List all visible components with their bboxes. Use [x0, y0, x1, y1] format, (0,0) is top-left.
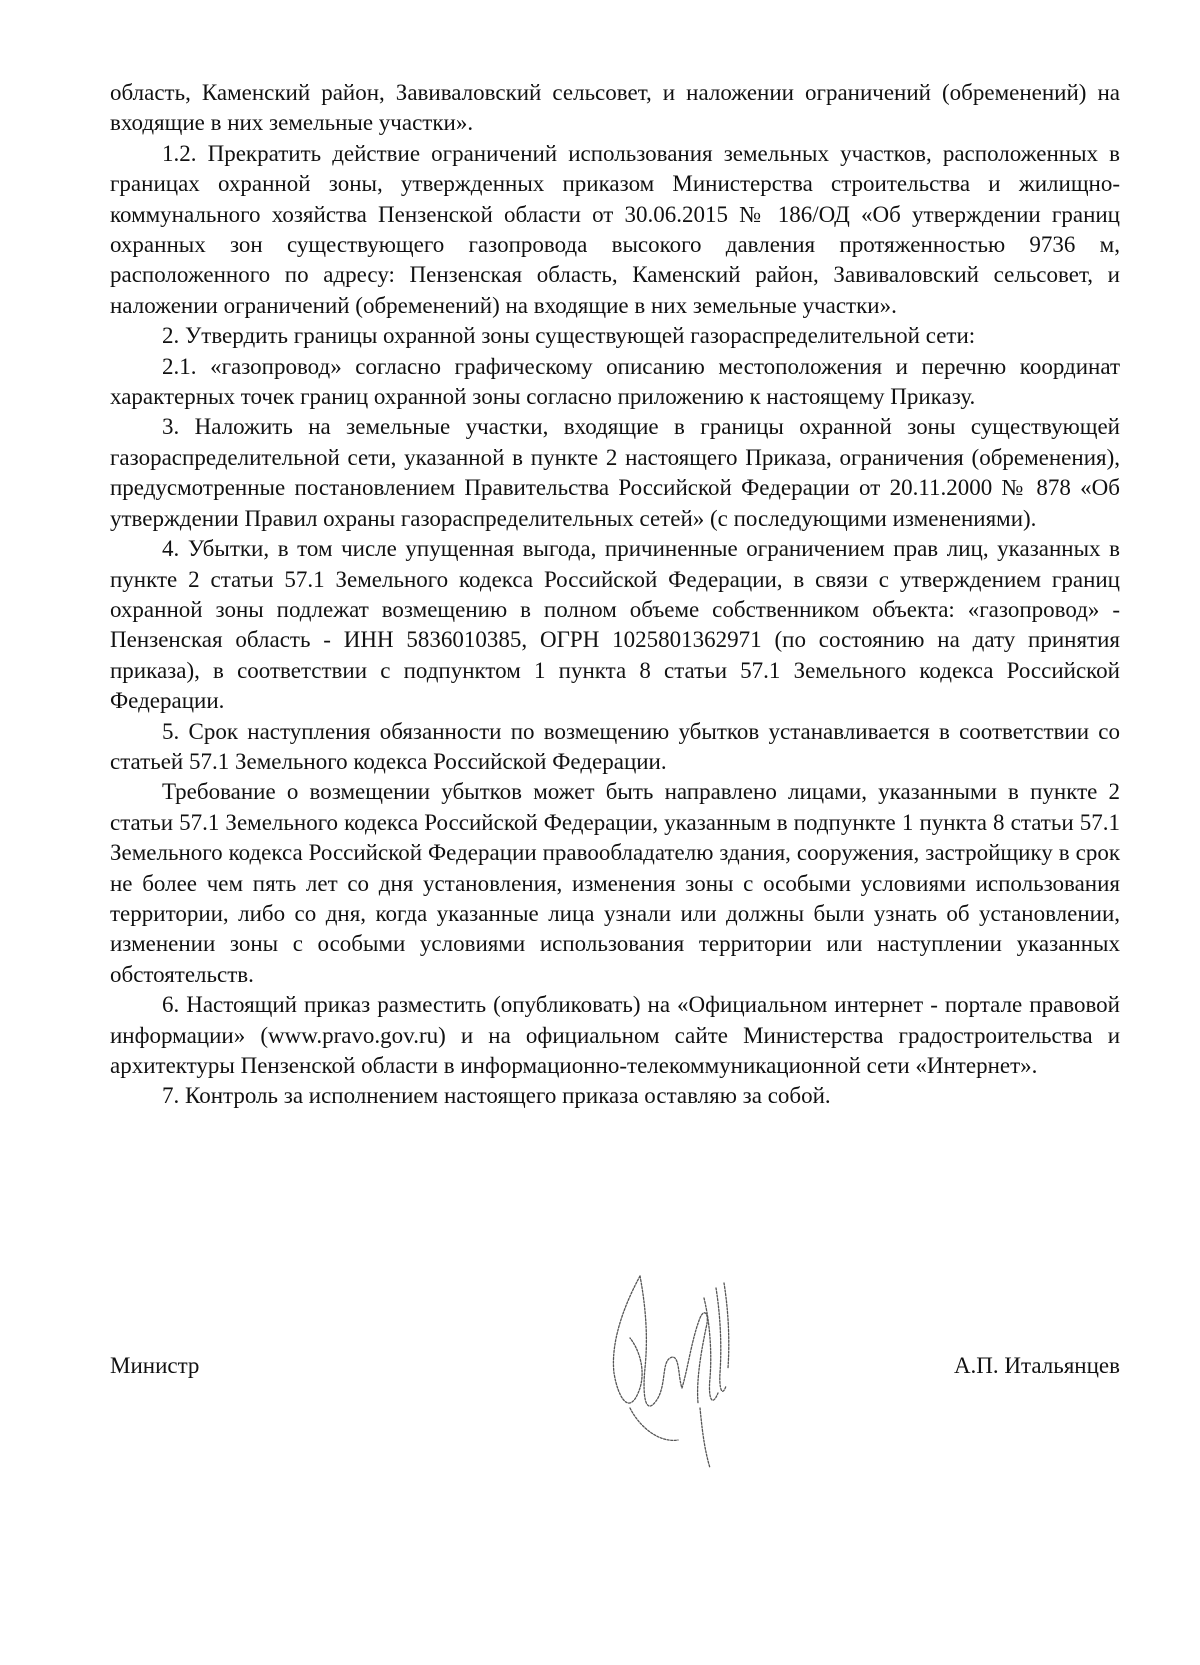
signer-name: А.П. Итальянцев: [953, 1353, 1120, 1378]
paragraph-6: 6. Настоящий приказ разместить (опубликовать) на «Официальном интернет - портале правовой информации» (www.pravo.gov.ru) и на официальном сайте Министерства градостроительства и архитектуры Пензенской области в информационно-телекоммуникационной сети «Интернет».: [110, 992, 1120, 1078]
paragraph-7: 7. Контроль за исполнением настоящего приказа оставляю за собой.: [162, 1083, 831, 1109]
document-body: [110, 78, 1120, 1112]
paragraph-2: 2. Утвердить границы охранной зоны существующей газораспределительной сети:: [162, 323, 976, 349]
paragraph-2-1: 2.1. «газопровод» согласно графическому описанию местоположения и перечню координат характерных точек границ охранной зоны согласно приложению к настоящему Приказу.: [110, 353, 1120, 410]
signature-block: [110, 1353, 1120, 1393]
paragraph-5-requirement: Требование о возмещении убытков может быть направлено лицами, указанными в пункте 2 статьи 57.1 Земельного кодекса Российской Федерации, указанным в подпункте 1 пункта 8 статьи 57.1 Земельного кодекса Российской Федерации правообладателю здания, сооружения, застройщику в срок не более чем пять лет со дня установления, изменения зоны с особыми условиями использования территории, либо со дня, когда указанные лица узнали или должны были узнать об установлении, изменении зоны с особыми условиями использования территории или наступлении указанных обстоятельств.: [110, 779, 1120, 987]
paragraph-4: 4. Убытки, в том числе упущенная выгода, причиненные ограничением прав лиц, указанных в пункте 2 статьи 57.1 Земельного кодекса Российской Федерации, в связи с утверждением границ охранной зоны подлежат возмещению в полном объеме собственником объекта: «газопровод» - Пензенская область - ИНН 5836010385, ОГРН 1025801362971 (по состоянию на дату принятия приказа), в соответствии с подпунктом 1 пункта 8 статьи 57.1 Земельного кодекса Российской Федерации.: [110, 536, 1120, 714]
paragraph-3: 3. Наложить на земельные участки, входящие в границы охранной зоны существующей газораспределительной сети, указанной в пункте 2 настоящего Приказа, ограничения (обременения), предусмотренные постановлением Правительства Российской Федерации от 20.11.2000 № 878 «Об утверждении Правил охраны газораспределительных сетей» (с последующими изменениями).: [110, 414, 1120, 531]
paragraph-continuation: область, Каменский район, Завиваловский сельсовет, и наложении ограничений (обременений) на входящие в них земельные участки».: [110, 80, 1120, 136]
paragraph-1-2: 1.2. Прекратить действие ограничений использования земельных участков, расположенных в границах охранной зоны, утвержденных приказом Министерства строительства и жилищно-коммунального хозяйства Пензенской области от 30.06.2015 № 186/ОД «Об утверждении границ охранных зон существующего газопровода высокого давления протяженностью 9736 м, расположенного по адресу: Пензенская область, Каменский район, Завиваловский сельсовет, и наложении ограничений (обременений) на входящие в них земельные участки».: [110, 140, 1120, 318]
signer-position: Министр: [110, 1353, 200, 1378]
paragraph-5: 5. Срок наступления обязанности по возмещению убытков устанавливается в соответствии со статьей 57.1 Земельного кодекса Российской Федерации.: [110, 718, 1120, 774]
